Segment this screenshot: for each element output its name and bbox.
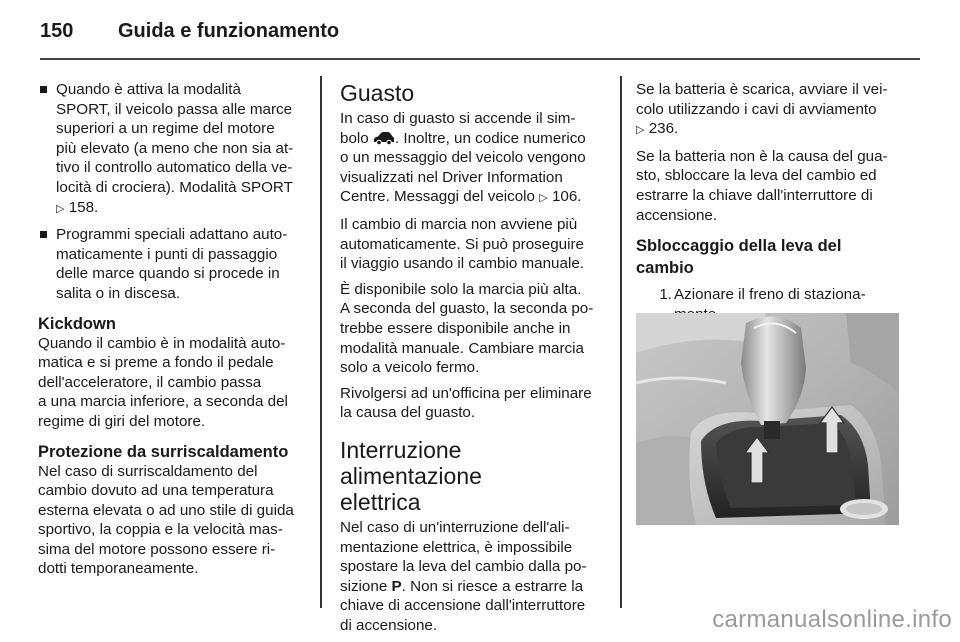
page-ref-link[interactable]: 158.	[68, 198, 99, 216]
protection-text: Nel caso di surriscaldamento del cambio dovuto ad una temperatura esterna elevata o ad uno stile di guida sportivo, la coppia e la velocità mas- sima del motore possono essere ri- dotti temporaneamente.	[38, 462, 294, 578]
guasto-paragraph-1: In caso di guasto si accende il sim- bolo . Inoltre, un codice numerico o un messaggio del veicolo vengono visualizzati nel Driver Information Centre. Messaggi del veicolo ▷ 106.	[340, 109, 606, 209]
column-2	[340, 80, 606, 641]
bullet-item	[38, 225, 306, 303]
kickdown-heading: Kickdown	[38, 314, 116, 333]
bullet-text: Quando è attiva la modalità SPORT, il veicolo passa alle marce superiori a un regime del motore più elevato (a meno che non sia at- tivo il controllo automatico della ve- locità di crociera). Modalità SPORT ▷ 158.	[56, 80, 306, 219]
page-ref-link[interactable]: 106.	[551, 188, 582, 206]
battery-paragraph-2: Se la batteria non è la causa del gua- sto, sbloccare la leva del cambio ed estrarre la chiave dall'interruttore di accensione.	[636, 147, 888, 224]
page-header	[40, 18, 920, 60]
kickdown-text: Quando il cambio è in modalità auto- matica e si preme a fondo il pedale dell'acceleratore, il cambio passa a una marcia inferiore, a seconda del regime di giri del motore.	[38, 334, 288, 430]
bullet-square-icon	[40, 86, 47, 93]
numbered-step: 1. Azionare il freno di staziona-	[636, 285, 902, 324]
battery-paragraph-1: Se la batteria è scarica, avviare il vei- colo utilizzando i cavi di avviamento ▷ 236.	[636, 80, 902, 141]
gear-lever-illustration	[636, 313, 899, 525]
gear-lever-photo	[636, 313, 899, 525]
column-divider-1	[320, 76, 322, 608]
guasto-paragraph-3: È disponibile solo la marcia più alta. A seconda del guasto, la seconda po- trebbe essere disponibile anche in modalità manuale. Cambiare marcia solo a veicolo fermo.	[340, 280, 594, 377]
page-ref-arrow-icon: ▷	[56, 202, 65, 215]
bullet-item	[38, 80, 306, 219]
guasto-paragraph-2: Il cambio di marcia non avviene più automaticamente. Si può proseguire il viaggio usando il cambio manuale.	[340, 215, 584, 273]
column-divider-2	[620, 76, 622, 608]
protection-heading: Protezione da surriscaldamento	[38, 442, 289, 461]
step-number: 1.	[659, 286, 672, 304]
car-icon	[373, 131, 395, 145]
guasto-heading: Guasto	[340, 80, 415, 106]
unlock-lever-heading: Sbloccaggio della leva del cambio	[636, 237, 842, 278]
page-title: Guida e funzionamento	[118, 20, 340, 42]
interruzione-text: Nel caso di un'interruzione dell'ali- mentazione elettrica, è impossibile spostare la leva del cambio dalla po- sizione P. Non si riesce a estrarre la chiave di accensione dall'interruttore di accensione.	[340, 518, 587, 634]
page-number: 150	[40, 20, 74, 42]
page-ref-arrow-icon: ▷	[636, 124, 645, 137]
guasto-paragraph-4: Rivolgersi ad un'officina per eliminare la causa del guasto.	[340, 384, 592, 422]
page-ref-link[interactable]: 236.	[648, 120, 679, 138]
column-1	[38, 80, 306, 585]
gear-position-letter: P	[391, 577, 402, 595]
header-divider	[40, 58, 920, 60]
column-3	[636, 80, 902, 324]
watermark: carmanualsonline.info	[712, 606, 952, 633]
interruzione-heading: Interruzione alimentazione elettrica	[340, 436, 482, 515]
bullet-square-icon	[40, 231, 47, 238]
page-ref-arrow-icon: ▷	[539, 192, 548, 205]
bullet-text: Programmi speciali adattano auto- maticamente i punti di passaggio delle marce quando si procede in salita o in discesa.	[56, 226, 288, 302]
